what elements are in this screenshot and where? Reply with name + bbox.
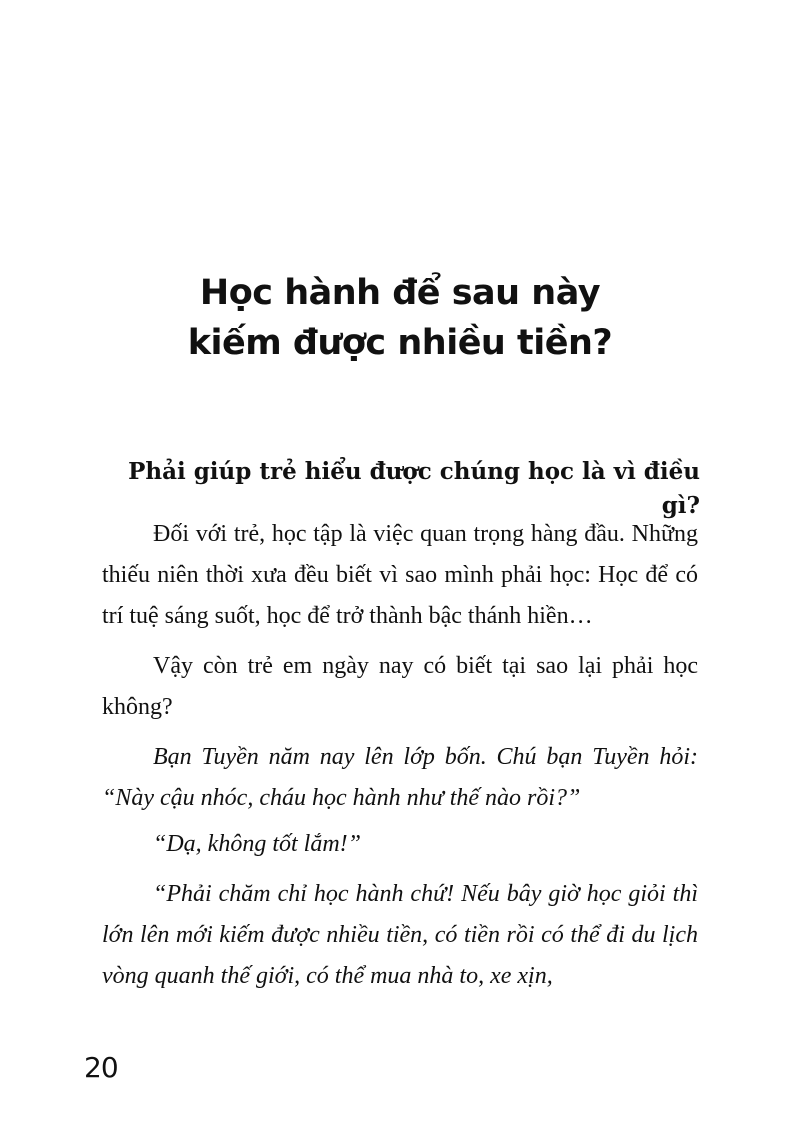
paragraph: Bạn Tuyền năm nay lên lớp bốn. Chú bạn Tuyền hỏi: “Này cậu nhóc, cháu học hành như thế nào rồi?”	[102, 744, 698, 811]
page-number: 20	[84, 1051, 118, 1084]
chapter-title-line-1: Học hành để sau này	[199, 273, 601, 313]
chapter-title-line-2: kiếm được nhiều tiền?	[187, 323, 613, 363]
section-heading: Phải giúp trẻ hiểu được chúng học là vì điều gì?	[128, 458, 700, 519]
paragraph: Đối với trẻ, học tập là việc quan trọng hàng đầu. Những thiếu niên thời xưa đều biết vì sao mình phải học: Học để có trí tuệ sáng suốt, học để trở thành bậc thánh hiền…	[102, 521, 698, 629]
body-text	[102, 514, 698, 997]
chapter-title	[0, 268, 800, 368]
paragraph: “Phải chăm chỉ học hành chứ! Nếu bây giờ học giỏi thì lớn lên mới kiếm được nhiều tiền, có tiền rồi có thể đi du lịch vòng quanh thế giới, có thể mua nhà to, xe xịn,	[102, 881, 698, 989]
paragraph: “Dạ, không tốt lắm!”	[153, 831, 362, 857]
paragraph: Vậy còn trẻ em ngày nay có biết tại sao lại phải học không?	[102, 653, 698, 720]
